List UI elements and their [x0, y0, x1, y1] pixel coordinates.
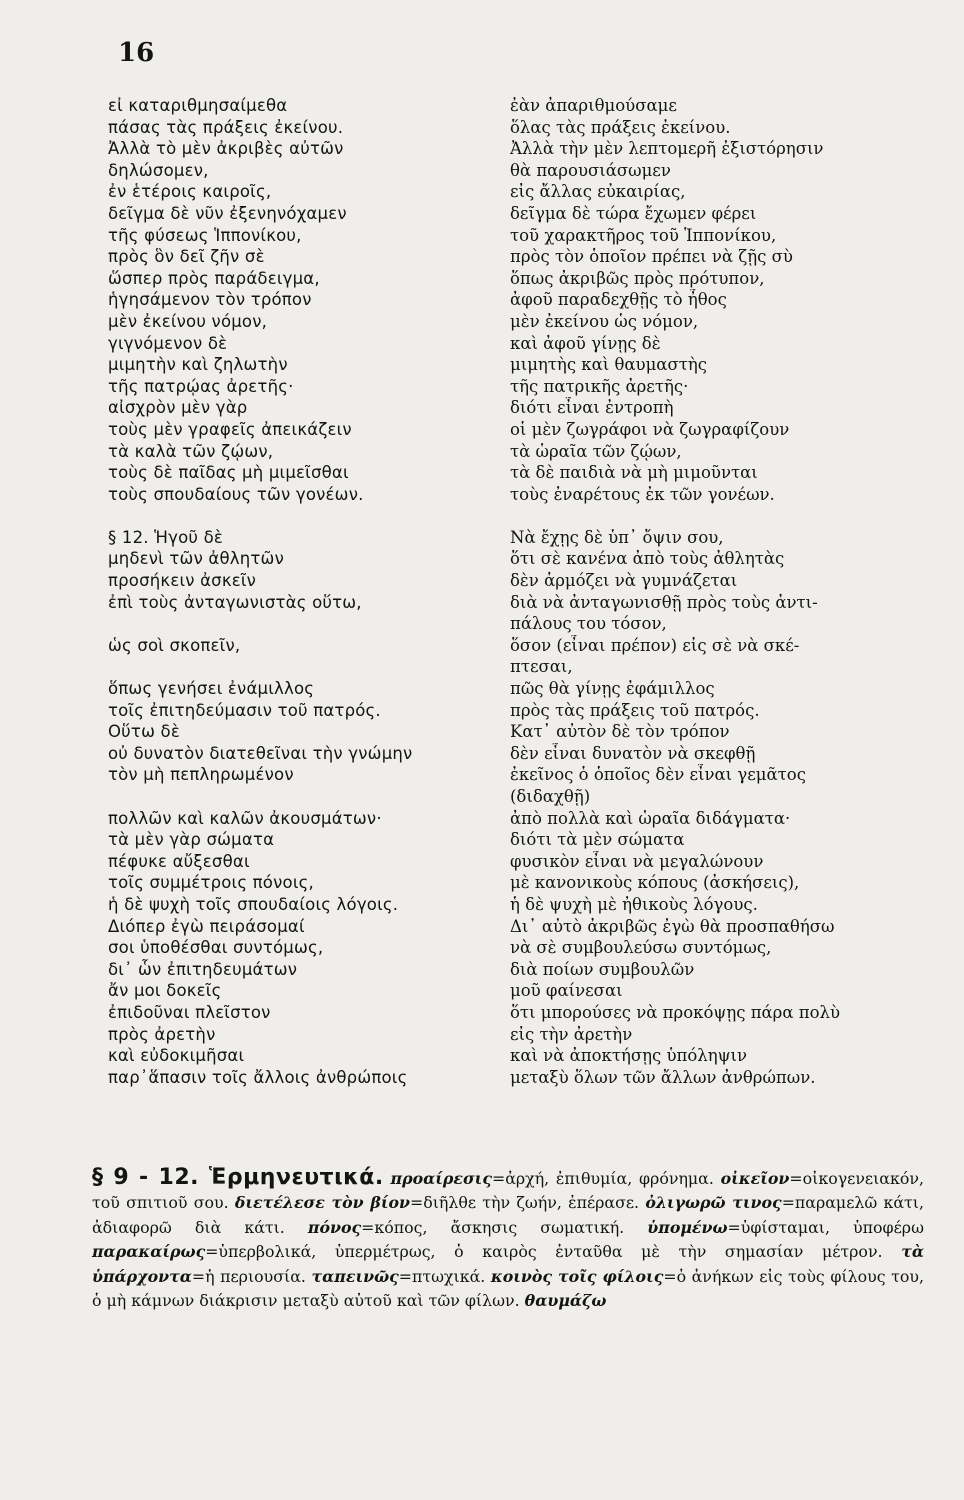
- translation-line: ὅλας τὰς πράξεις ἐκείνου.: [510, 117, 731, 137]
- translation-line: τοῦ χαρακτῆρος τοῦ Ἱππονίκου,: [510, 225, 777, 245]
- ancient-text-line: εἰ καταριθμησαίμεθα: [108, 96, 288, 115]
- ancient-text-line: ὡς σοὶ σκοπεῖν,: [108, 635, 241, 655]
- ancient-text-line: αἰσχρὸν μὲν γὰρ: [108, 398, 248, 418]
- ancient-text-line: [108, 786, 508, 808]
- translation-line: Κατ᾽ αὐτὸν δὲ τὸν τρόπον: [510, 722, 730, 742]
- translation-line: διότι εἶναι ἐντροπὴ: [510, 398, 674, 418]
- ancient-text-line: ἡγησάμενον τὸν τρόπον: [108, 290, 312, 310]
- translation-line: διὰ ποίων συμβουλῶν: [510, 959, 695, 979]
- ancient-text-line: παρ᾽ἅπασιν τοῖς ἄλλοις ἀνθρώποις: [108, 1067, 408, 1087]
- translation-line: εἰς τὴν ἀρετὴν: [510, 1024, 633, 1044]
- modern-greek-translation-column: [510, 95, 930, 1088]
- ancient-text-line: [108, 505, 508, 527]
- glossary-term: παρακαίρως: [92, 1242, 206, 1262]
- translation-line: εἰς ἄλλας εὐκαιρίας,: [510, 182, 686, 202]
- ancient-text-line: προσήκειν ἀσκεῖν: [108, 571, 257, 591]
- ancient-text-line: Οὕτω δὲ: [108, 722, 180, 742]
- translation-line: πρὸς τὰς πράξεις τοῦ πατρός.: [510, 700, 760, 720]
- ancient-text-line: ἐπιδοῦναι πλεῖστον: [108, 1002, 271, 1022]
- translation-line: τὰ ὡραῖα τῶν ζῴων,: [510, 441, 682, 461]
- translation-line: (διδαχθῇ): [510, 787, 591, 806]
- ancient-text-line: τοὺς μὲν γραφεῖς ἀπεικάζειν: [108, 419, 352, 439]
- ancient-text-line: πρὸς ὃν δεῖ ζῆν σὲ: [108, 247, 265, 267]
- glossary-term: ὀλιγωρῶ τινος: [645, 1193, 782, 1213]
- ancient-text-line: σοι ὑποθέσθαι συντόμως,: [108, 938, 324, 958]
- glossary-definition: =ἀρχή, ἐπιθυμία, φρόνημα.: [491, 1169, 714, 1188]
- ancient-text-line: ὥσπερ πρὸς παράδειγμα,: [108, 268, 320, 288]
- translation-line: μεταξὺ ὅλων τῶν ἄλλων ἀνθρώπων.: [510, 1067, 816, 1087]
- ancient-text-line: ἡ δὲ ψυχὴ τοῖς σπουδαίοις λόγοις.: [108, 894, 399, 914]
- translation-line: Δι᾽ αὐτὸ ἀκριβῶς ἐγὼ θὰ προσπαθήσω: [510, 916, 835, 936]
- ancient-text-line: πρὸς ἀρετὴν: [108, 1024, 216, 1044]
- glossary-term: ὑπομένω: [647, 1217, 728, 1237]
- ancient-greek-text-column: [108, 95, 508, 1088]
- ancient-text-line: τοὺς σπουδαίους τῶν γονέων.: [108, 484, 364, 504]
- translation-line: οἱ μὲν ζωγράφοι νὰ ζωγραφίζουν: [510, 419, 790, 439]
- translation-line: Ἀλλὰ τὴν μὲν λεπτομερῆ ἐξιστόρησιν: [510, 139, 824, 159]
- translation-line: μοῦ φαίνεσαι: [510, 981, 623, 1001]
- translation-line: δὲν ἁρμόζει νὰ γυμνάζεται: [510, 571, 738, 591]
- page-number: 16: [118, 38, 155, 68]
- ancient-text-line: δι᾽ ὧν ἐπιτηδευμάτων: [108, 959, 298, 979]
- ancient-text-line: καὶ εὐδοκιμῆσαι: [108, 1046, 245, 1066]
- glossary-term: ταπεινῶς: [311, 1266, 399, 1286]
- translation-line: καὶ ἀφοῦ γίνῃς δὲ: [510, 333, 661, 353]
- translation-line: ὅτι σὲ κανένα ἀπὸ τοὺς ἀθλητὰς: [510, 549, 785, 569]
- glossary-term: κοινὸς τοῖς φίλοις: [490, 1266, 664, 1286]
- glossary-definition: =κόπος, ἄσκησις σωματική.: [361, 1217, 625, 1237]
- translation-line: μιμητὴς καὶ θαυμαστὴς: [510, 355, 707, 375]
- translation-line: μὲν ἐκείνου ὡς νόμον,: [510, 311, 699, 331]
- ancient-text-line: τοὺς δὲ παῖδας μὴ μιμεῖσθαι: [108, 463, 349, 483]
- translation-line: νὰ σὲ συμβουλεύσω συντόμως,: [510, 938, 772, 958]
- translation-line: ἀφοῦ παραδεχθῇς τὸ ἦθος: [510, 290, 727, 310]
- ancient-text-line: δηλώσομεν,: [108, 160, 209, 180]
- glossary-definition: =διῆλθε τὴν ζωήν, ἐπέρασε.: [409, 1193, 640, 1213]
- commentary-block: [92, 1166, 924, 1313]
- translation-line: πτεσαι,: [510, 657, 573, 677]
- translation-line: ὅτι μπορούσες νὰ προκόψῃς πάρα πολὺ: [510, 1002, 841, 1022]
- commentary-heading: § 9 - 12. Ἑρμηνευτικά.: [92, 1165, 384, 1190]
- ancient-text-line: μιμητὴν καὶ ζηλωτὴν: [108, 355, 288, 375]
- translation-line: τοὺς ἐναρέτους ἐκ τῶν γονέων.: [510, 484, 775, 504]
- translation-line: διὰ νὰ ἀνταγωνισθῇ πρὸς τοὺς ἀντι-: [510, 592, 818, 612]
- ancient-text-line: μὲν ἐκείνου νόμον,: [108, 311, 268, 331]
- glossary-definition: =πτωχικά.: [398, 1266, 486, 1286]
- translation-line: δεῖγμα δὲ τώρα ἔχωμεν φέρει: [510, 203, 757, 223]
- translation-line: Νὰ ἔχῃς δὲ ὑπ᾽ ὄψιν σου,: [510, 527, 724, 547]
- ancient-text-line: [108, 656, 508, 678]
- ancient-text-line: ἄν μοι δοκεῖς: [108, 981, 222, 1001]
- translation-line: [510, 505, 930, 527]
- translation-line: ἡ δὲ ψυχὴ μὲ ἠθικοὺς λόγους.: [510, 894, 758, 914]
- ancient-text-line: ἐπὶ τοὺς ἀνταγωνιστὰς οὕτω,: [108, 592, 362, 612]
- ancient-text-line: οὐ δυνατὸν διατεθεῖναι τὴν γνώμην: [108, 743, 413, 763]
- glossary-definition: =οἰκογενειακόν, τοῦ σπιτιοῦ σου.: [92, 1169, 924, 1213]
- translation-line: δὲν εἶναι δυνατὸν νὰ σκεφθῇ: [510, 743, 756, 763]
- glossary-definition: =ἡ περιουσία.: [191, 1266, 306, 1286]
- glossary-term: διετέλεσε τὸν βίον: [234, 1193, 410, 1213]
- ancient-text-line: γιγνόμενον δὲ: [108, 333, 228, 353]
- ancient-text-line: μηδενὶ τῶν ἀθλητῶν: [108, 549, 284, 569]
- translation-line: πάλους του τόσον,: [510, 614, 667, 634]
- glossary-definition: =παραμελῶ κάτι, ἀδιαφορῶ διὰ κάτι.: [92, 1193, 924, 1237]
- ancient-text-line: [108, 613, 508, 635]
- glossary-term: οἰκεῖον: [720, 1169, 790, 1188]
- glossary-term: θαυμάζω: [524, 1291, 607, 1311]
- translation-line: ἐκεῖνος ὁ ὁποῖος δὲν εἶναι γεμᾶτος: [510, 765, 806, 785]
- ancient-text-line: τῆς φύσεως Ἱππονίκου,: [108, 225, 302, 245]
- ancient-text-line: τὸν μὴ πεπληρωμένον: [108, 765, 294, 785]
- translation-line: διότι τὰ μὲν σώματα: [510, 830, 685, 850]
- glossary-definition: =ὁ ἀνήκων εἰς τοὺς φίλους του, ὁ μὴ κάμνων διάκρισιν μεταξὺ αὐτοῦ καὶ τῶν φίλων.: [92, 1266, 924, 1311]
- translation-line: καὶ νὰ ἀποκτήσῃς ὑπόληψιν: [510, 1046, 748, 1066]
- ancient-text-line: ἐν ἑτέροις καιροῖς,: [108, 182, 272, 202]
- ancient-text-line: τὰ μὲν γὰρ σώματα: [108, 830, 275, 850]
- translation-line: πῶς θὰ γίνῃς ἐφάμιλλος: [510, 679, 715, 699]
- translation-line: φυσικὸν εἶναι νὰ μεγαλώνουν: [510, 851, 764, 871]
- ancient-text-line: δεῖγμα δὲ νῦν ἐξενηνόχαμεν: [108, 203, 347, 223]
- commentary-entries: [92, 1169, 924, 1310]
- translation-line: ὅσον (εἶναι πρέπον) εἰς σὲ νὰ σκέ-: [510, 635, 800, 655]
- ancient-text-line: τοῖς ἐπιτηδεύμασιν τοῦ πατρός.: [108, 700, 381, 720]
- ancient-text-line: τοῖς συμμέτροις πόνοις,: [108, 873, 314, 893]
- ancient-text-line: Ἀλλὰ τὸ μὲν ἀκριβὲς αὐτῶν: [108, 139, 344, 159]
- glossary-term: προαίρεσις: [390, 1169, 492, 1188]
- ancient-text-line: ὅπως γενήσει ἐνάμιλλος: [108, 679, 315, 699]
- translation-line: θὰ παρουσιάσωμεν: [510, 160, 671, 180]
- glossary-definition: =ὑφίσταμαι, ὑποφέρω: [727, 1217, 924, 1237]
- glossary-term: τὰ ὑπάρχοντα: [92, 1242, 924, 1286]
- ancient-text-line: Διόπερ ἐγὼ πειράσομαί: [108, 916, 305, 936]
- ancient-text-line: § 12. Ἡγοῦ δὲ: [108, 527, 224, 547]
- translation-line: μὲ κανονικοὺς κόπους (ἀσκήσεις),: [510, 873, 800, 893]
- translation-line: ἐὰν ἀπαριθμούσαμε: [510, 96, 677, 115]
- translation-line: τὰ δὲ παιδιὰ νὰ μὴ μιμοῦνται: [510, 463, 758, 483]
- ancient-text-line: πέφυκε αὔξεσθαι: [108, 851, 250, 871]
- ancient-text-line: πολλῶν καὶ καλῶν ἀκουσμάτων·: [108, 808, 382, 828]
- translation-line: τῆς πατρικῆς ἀρετῆς·: [510, 376, 689, 396]
- translation-line: ὅπως ἀκριβῶς πρὸς πρότυπον,: [510, 268, 765, 288]
- translation-line: ἀπὸ πολλὰ καὶ ὡραῖα διδάγματα·: [510, 808, 791, 828]
- ancient-text-line: πάσας τὰς πράξεις ἐκείνου.: [108, 117, 344, 137]
- glossary-term: πόνος: [307, 1217, 362, 1237]
- glossary-definition: =ὑπερβολικά, ὑπερμέτρως, ὁ καιρὸς ἐνταῦθα μὲ τὴν σημασίαν μέτρον.: [205, 1242, 883, 1262]
- translation-line: πρὸς τὸν ὁποῖον πρέπει νὰ ζῇς σὺ: [510, 247, 793, 267]
- ancient-text-line: τῆς πατρῴας ἀρετῆς·: [108, 376, 294, 396]
- ancient-text-line: τὰ καλὰ τῶν ζῴων,: [108, 441, 274, 461]
